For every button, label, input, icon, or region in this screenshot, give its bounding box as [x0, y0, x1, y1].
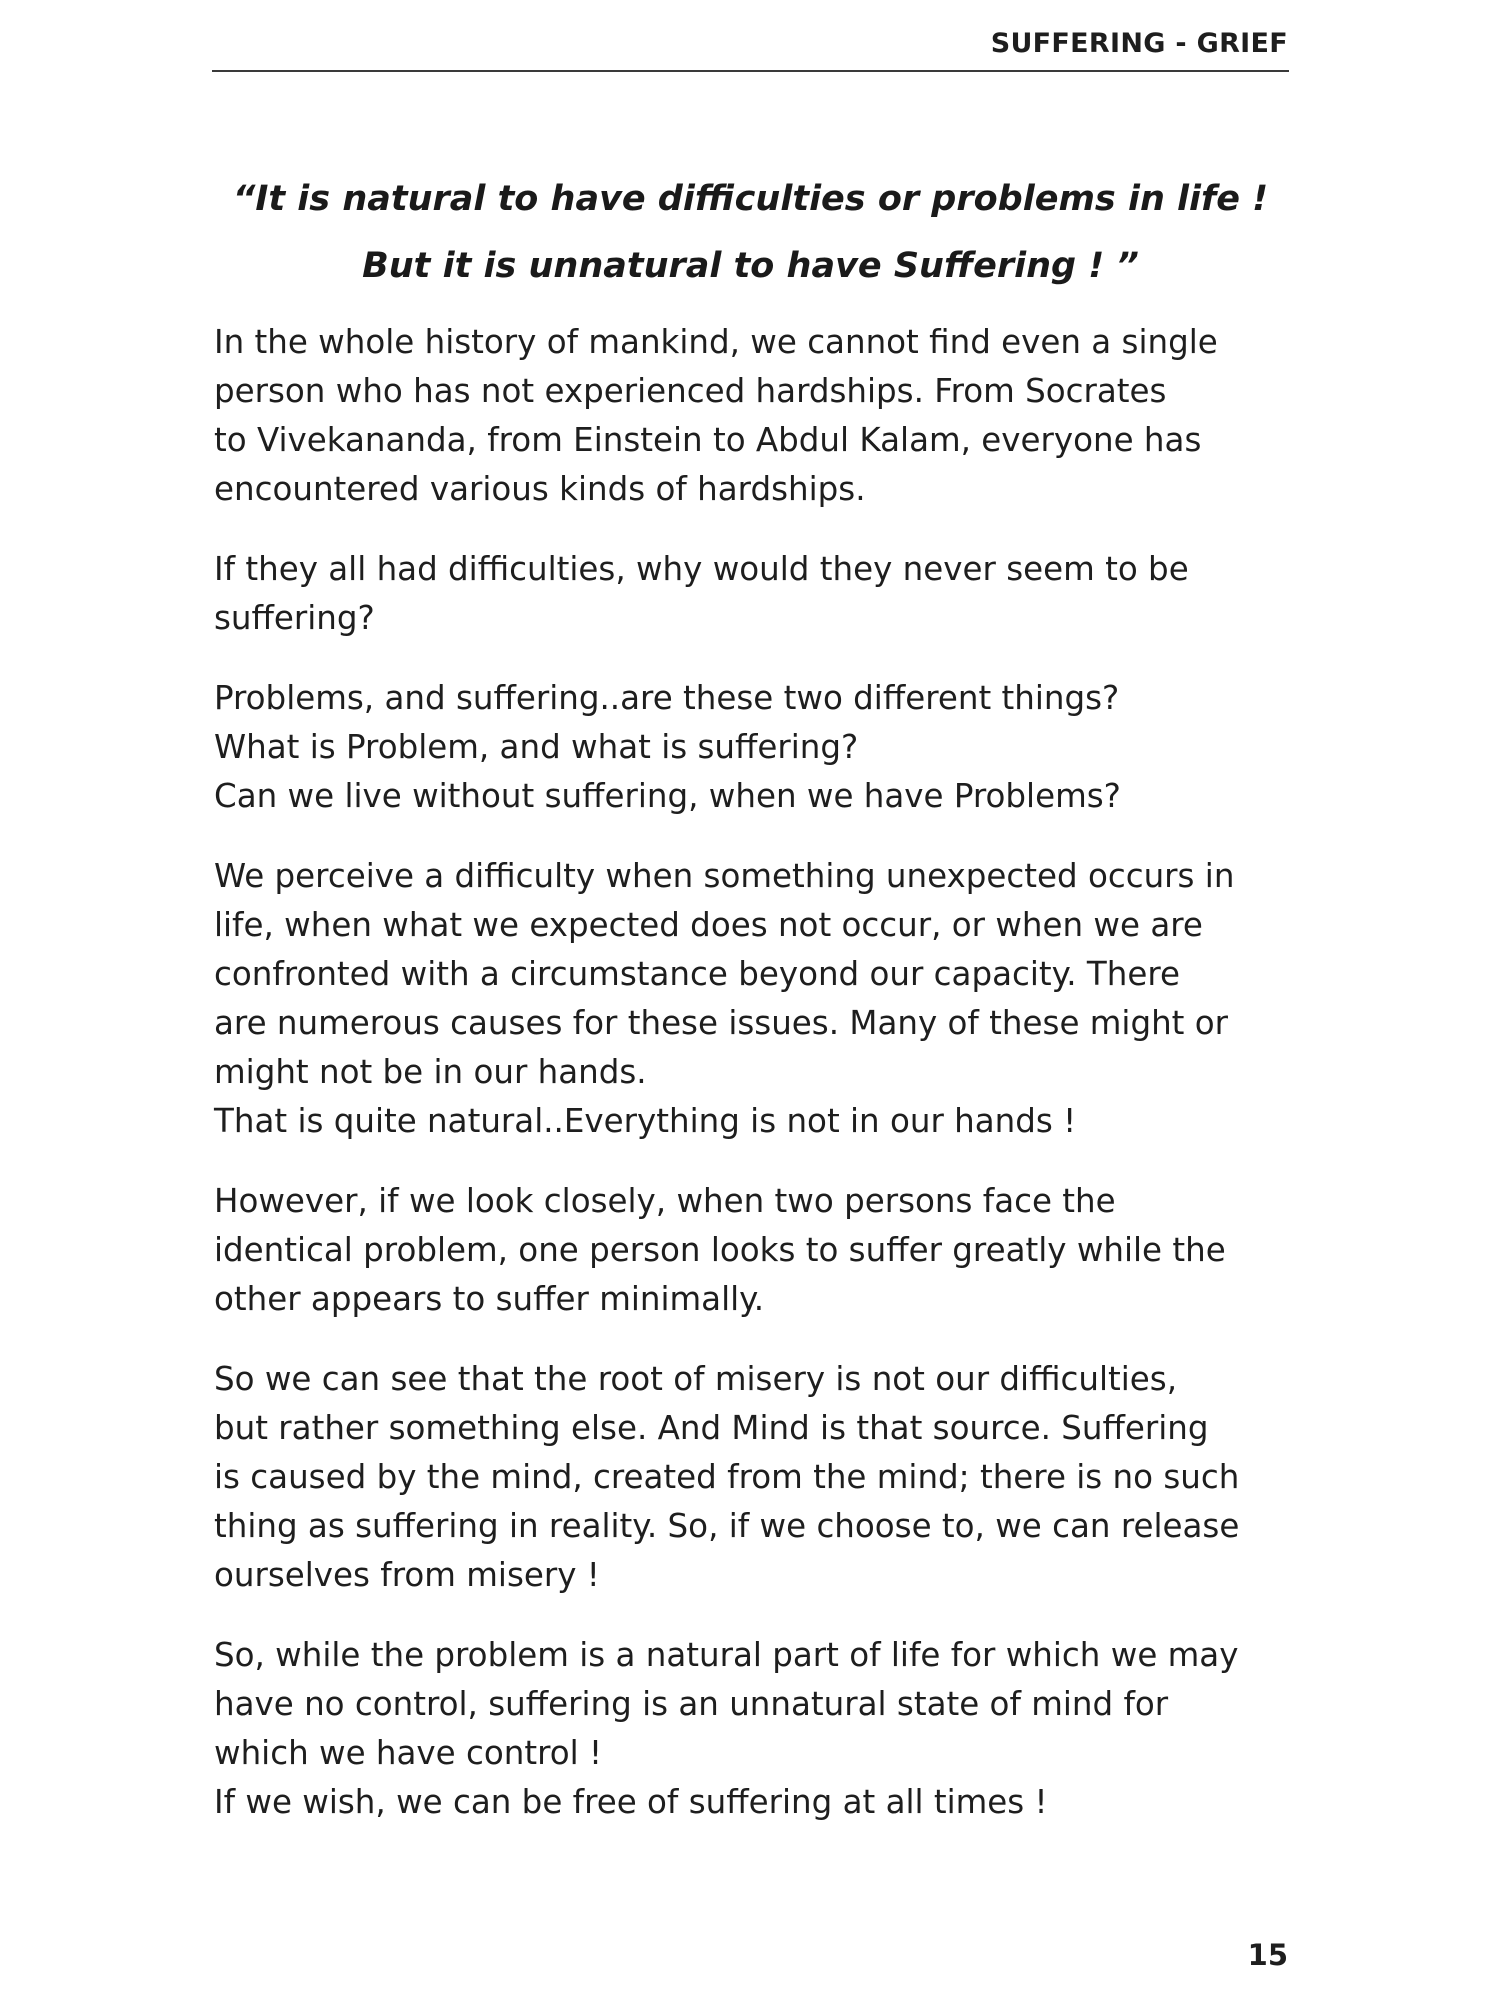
text-line: That is quite natural..Everything is not in our hands ! [214, 1102, 1077, 1140]
text-line: ourselves from misery ! [214, 1556, 600, 1594]
text-line: We perceive a difficulty when something unexpected occurs in [214, 857, 1235, 895]
paragraph-1 [214, 318, 1294, 514]
paragraph-4 [214, 852, 1294, 1146]
text-line: might not be in our hands. [214, 1053, 647, 1091]
pull-quote [212, 166, 1289, 300]
text-line: is caused by the mind, created from the mind; there is no such [214, 1458, 1240, 1496]
text-line: to Vivekananda, from Einstein to Abdul Kalam, everyone has [214, 421, 1202, 459]
text-line: have no control, suffering is an unnatural state of mind for [214, 1685, 1169, 1723]
text-line: Problems, and suffering..are these two different things? [214, 679, 1120, 717]
text-line: other appears to suffer minimally. [214, 1280, 765, 1318]
text-line: If they all had difficulties, why would they never seem to be [214, 550, 1189, 588]
text-line: are numerous causes for these issues. Many of these might or [214, 1004, 1229, 1042]
text-line: thing as suffering in reality. So, if we choose to, we can release [214, 1507, 1240, 1545]
text-line: but rather something else. And Mind is that source. Suffering [214, 1409, 1209, 1447]
paragraph-6 [214, 1355, 1294, 1600]
text-line: So, while the problem is a natural part of life for which we may [214, 1636, 1239, 1674]
paragraph-5 [214, 1177, 1294, 1324]
running-header-title: SUFFERING - GRIEF [990, 28, 1288, 59]
text-line: In the whole history of mankind, we cannot find even a single [214, 323, 1218, 361]
paragraph-3 [214, 674, 1294, 821]
text-line: suffering? [214, 599, 375, 637]
quote-line: “It is natural to have difficulties or problems in life ! [232, 179, 1269, 219]
paragraph-2 [214, 545, 1294, 643]
body-text [214, 318, 1294, 1858]
text-line: life, when what we expected does not occur, or when we are [214, 906, 1203, 944]
quote-line: But it is unnatural to have Suffering ! ” [362, 246, 1139, 286]
text-line: If we wish, we can be free of suffering at all times ! [214, 1783, 1048, 1821]
text-line: What is Problem, and what is suffering? [214, 728, 859, 766]
paragraph-7 [214, 1631, 1294, 1827]
header-divider [212, 70, 1289, 72]
text-line: encountered various kinds of hardships. [214, 470, 866, 508]
text-line: confronted with a circumstance beyond our capacity. There [214, 955, 1181, 993]
text-line: identical problem, one person looks to suffer greatly while the [214, 1231, 1226, 1269]
text-line: Can we live without suffering, when we have Problems? [214, 777, 1121, 815]
page-number: 15 [1247, 1938, 1288, 1972]
text-line: which we have control ! [214, 1734, 603, 1772]
text-line: However, if we look closely, when two persons face the [214, 1182, 1116, 1220]
text-line: person who has not experienced hardships. From Socrates [214, 372, 1167, 410]
text-line: So we can see that the root of misery is not our difficulties, [214, 1360, 1178, 1398]
